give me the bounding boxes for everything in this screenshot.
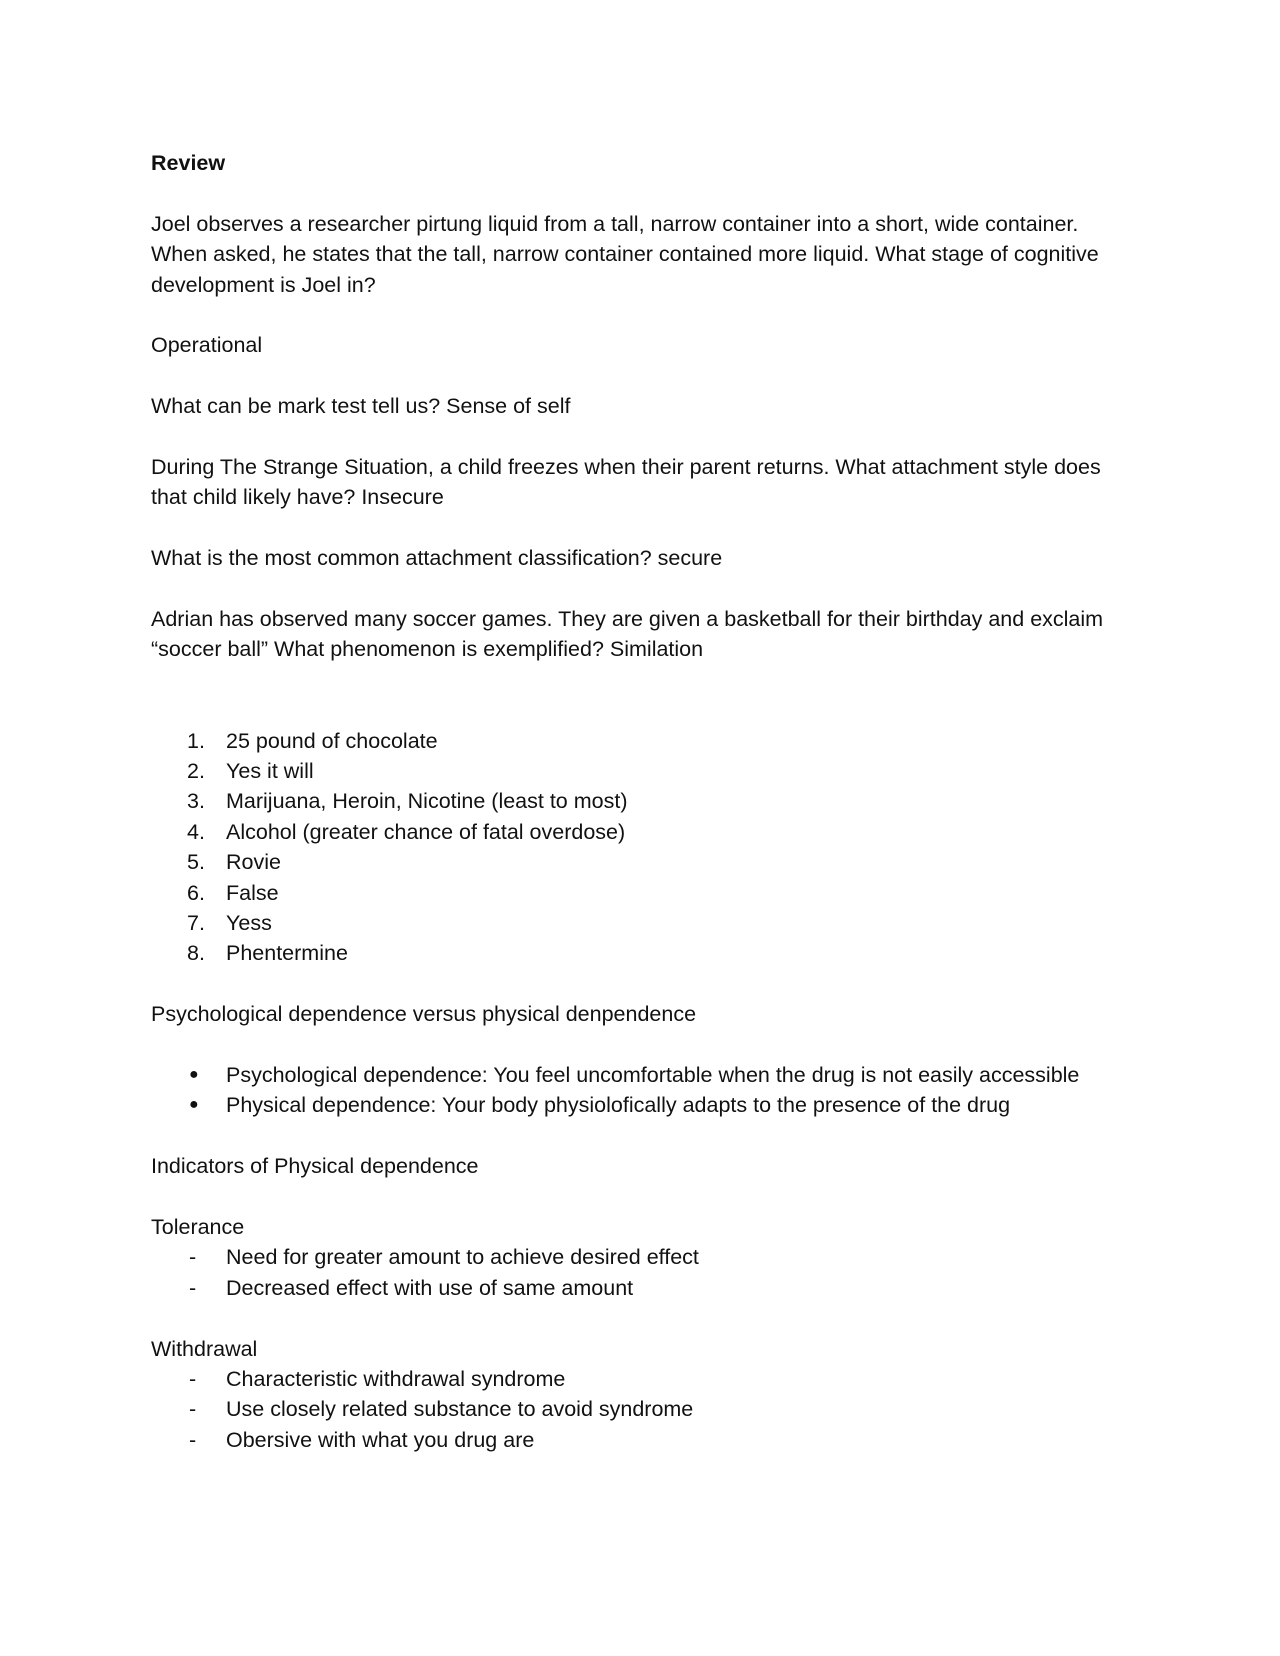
spacer bbox=[151, 1182, 1131, 1212]
list-item bbox=[151, 1090, 1131, 1120]
list-item-text: Obersive with what you drug are bbox=[226, 1427, 535, 1452]
list-item bbox=[151, 1060, 1131, 1090]
answer-paragraph-1: Operational bbox=[151, 333, 263, 358]
list-item-text: Yes it will bbox=[226, 759, 314, 784]
withdrawal-heading: Withdrawal bbox=[151, 1336, 258, 1361]
spacer bbox=[151, 513, 1131, 543]
list-item-text: Use closely related substance to avoid syndrome bbox=[226, 1397, 694, 1422]
list-item bbox=[151, 938, 1131, 968]
dependence-bullet-list bbox=[151, 1060, 1131, 1121]
list-number: 5. bbox=[187, 850, 205, 875]
tolerance-heading: Tolerance bbox=[151, 1215, 245, 1240]
list-number: 1. bbox=[187, 728, 205, 753]
list-number: 8. bbox=[187, 941, 205, 966]
list-item bbox=[151, 817, 1131, 847]
list-item-text: Rovie bbox=[226, 850, 281, 875]
list-number: 4. bbox=[187, 819, 205, 844]
list-item-text: Alcohol (greater chance of fatal overdose) bbox=[226, 819, 626, 844]
bullet-icon: ● bbox=[189, 1096, 199, 1114]
tolerance-list bbox=[151, 1242, 1131, 1303]
list-item-text: Need for greater amount to achieve desired effect bbox=[226, 1245, 699, 1270]
question-paragraph-2: What can be mark test tell us? Sense of self bbox=[151, 394, 571, 419]
spacer bbox=[151, 300, 1131, 330]
list-number: 6. bbox=[187, 880, 205, 905]
numbered-answer-list bbox=[151, 726, 1131, 969]
list-item bbox=[151, 726, 1131, 756]
spacer bbox=[151, 969, 1131, 999]
question-paragraph-3: During The Strange Situation, a child freezes when their parent returns. What attachment style does that child likely have? Insecure bbox=[151, 455, 1101, 510]
dash-icon: - bbox=[189, 1275, 197, 1300]
list-number: 7. bbox=[187, 911, 205, 936]
list-item bbox=[151, 847, 1131, 877]
list-item bbox=[151, 1242, 1131, 1272]
indicators-heading: Indicators of Physical dependence bbox=[151, 1154, 479, 1179]
dash-icon: - bbox=[189, 1397, 197, 1422]
question-paragraph-1: Joel observes a researcher pirtung liquid from a tall, narrow container into a short, wide container. When asked, he states that the tall, narrow container contained more liquid. What stage of cognitive development is Joel in? bbox=[151, 211, 1099, 297]
bullet-icon: ● bbox=[189, 1066, 199, 1084]
dash-icon: - bbox=[189, 1367, 197, 1392]
spacer bbox=[151, 422, 1131, 452]
question-paragraph-4: What is the most common attachment classification? secure bbox=[151, 546, 723, 571]
list-number: 2. bbox=[187, 759, 205, 784]
dash-icon: - bbox=[189, 1245, 197, 1270]
spacer bbox=[151, 1303, 1131, 1333]
list-item bbox=[151, 786, 1131, 816]
dash-icon: - bbox=[189, 1427, 197, 1452]
spacer bbox=[151, 665, 1131, 726]
list-item bbox=[151, 1425, 1131, 1455]
question-paragraph-5: Adrian has observed many soccer games. They are given a basketball for their birthday and exclaim “soccer ball” What phenomenon is exemplified? Similation bbox=[151, 607, 1104, 662]
document-page bbox=[151, 148, 1131, 1455]
list-item-text: Marijuana, Heroin, Nicotine (least to most) bbox=[226, 789, 628, 814]
list-item bbox=[151, 1273, 1131, 1303]
list-item bbox=[151, 878, 1131, 908]
list-item-text: False bbox=[226, 880, 279, 905]
document-title: Review bbox=[151, 151, 226, 175]
list-item-text: Characteristic withdrawal syndrome bbox=[226, 1367, 566, 1392]
dependence-heading: Psychological dependence versus physical denpendence bbox=[151, 1002, 697, 1027]
spacer bbox=[151, 1030, 1131, 1060]
list-item-text: Phentermine bbox=[226, 941, 348, 966]
list-item bbox=[151, 1364, 1131, 1394]
spacer bbox=[151, 178, 1131, 208]
spacer bbox=[151, 1121, 1131, 1151]
list-item-text: Psychological dependence: You feel uncomfortable when the drug is not easily accessible bbox=[226, 1063, 1080, 1088]
spacer bbox=[151, 574, 1131, 604]
list-item-text: Yess bbox=[226, 911, 272, 936]
list-item bbox=[151, 908, 1131, 938]
list-item-text: Physical dependence: Your body physiolofically adapts to the presence of the drug bbox=[226, 1093, 1011, 1118]
list-item-text: Decreased effect with use of same amount bbox=[226, 1275, 634, 1300]
list-item bbox=[151, 756, 1131, 786]
list-item-text: 25 pound of chocolate bbox=[226, 728, 438, 753]
list-number: 3. bbox=[187, 789, 205, 814]
spacer bbox=[151, 361, 1131, 391]
list-item bbox=[151, 1394, 1131, 1424]
withdrawal-list bbox=[151, 1364, 1131, 1455]
